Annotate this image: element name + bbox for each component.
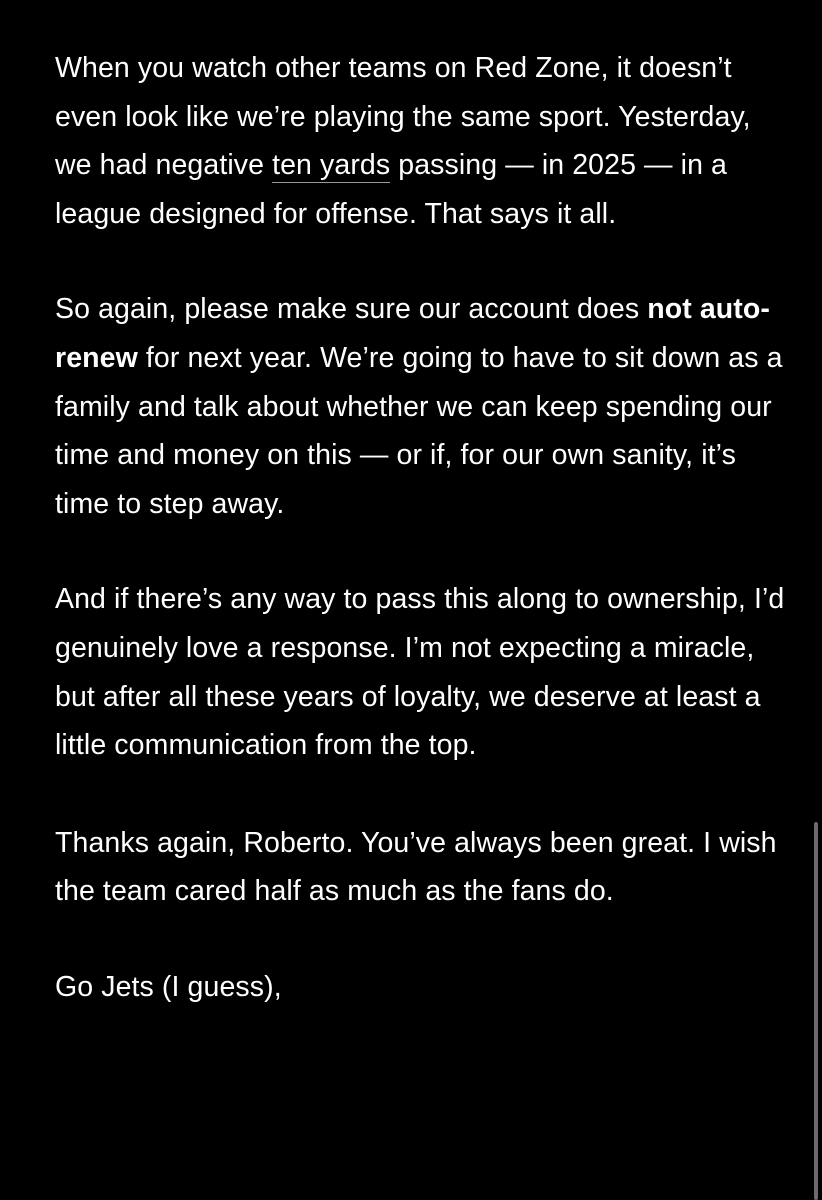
- paragraph-red-zone: [55, 44, 795, 238]
- paragraph-text: for next year. We’re going to have to sit down as a family and talk about whether we can keep spending our time and money on this — or if, for our own sanity, it’s time to step away.: [55, 341, 783, 520]
- email-body: [55, 44, 795, 1059]
- paragraph-text: So again, please make sure our account does: [55, 293, 648, 326]
- ten-yards-link[interactable]: ten yards: [272, 149, 391, 182]
- paragraph-auto-renew: [55, 285, 795, 528]
- paragraph-text: When you watch other teams on Red Zone, it doesn’t even look like we’re playing the same sport. Yesterday, we had negative: [55, 52, 751, 182]
- paragraph-ownership: And if there’s any way to pass this along to ownership, I’d genuinely love a response. I’m not expecting a miracle, but after all these years of loyalty, we deserve at least a little communication from the top.: [55, 583, 785, 762]
- vertical-scrollbar[interactable]: [814, 822, 818, 1200]
- paragraph-thanks: Thanks again, Roberto. You’ve always been great. I wish the team cared half as much as the fans do.: [55, 826, 777, 908]
- bold-not-auto-renew: not auto-renew: [55, 293, 770, 374]
- signoff: Go Jets (I guess),: [55, 970, 282, 1003]
- paragraph-text: passing — in 2025 — in a league designed for offense. That says it all.: [55, 149, 728, 230]
